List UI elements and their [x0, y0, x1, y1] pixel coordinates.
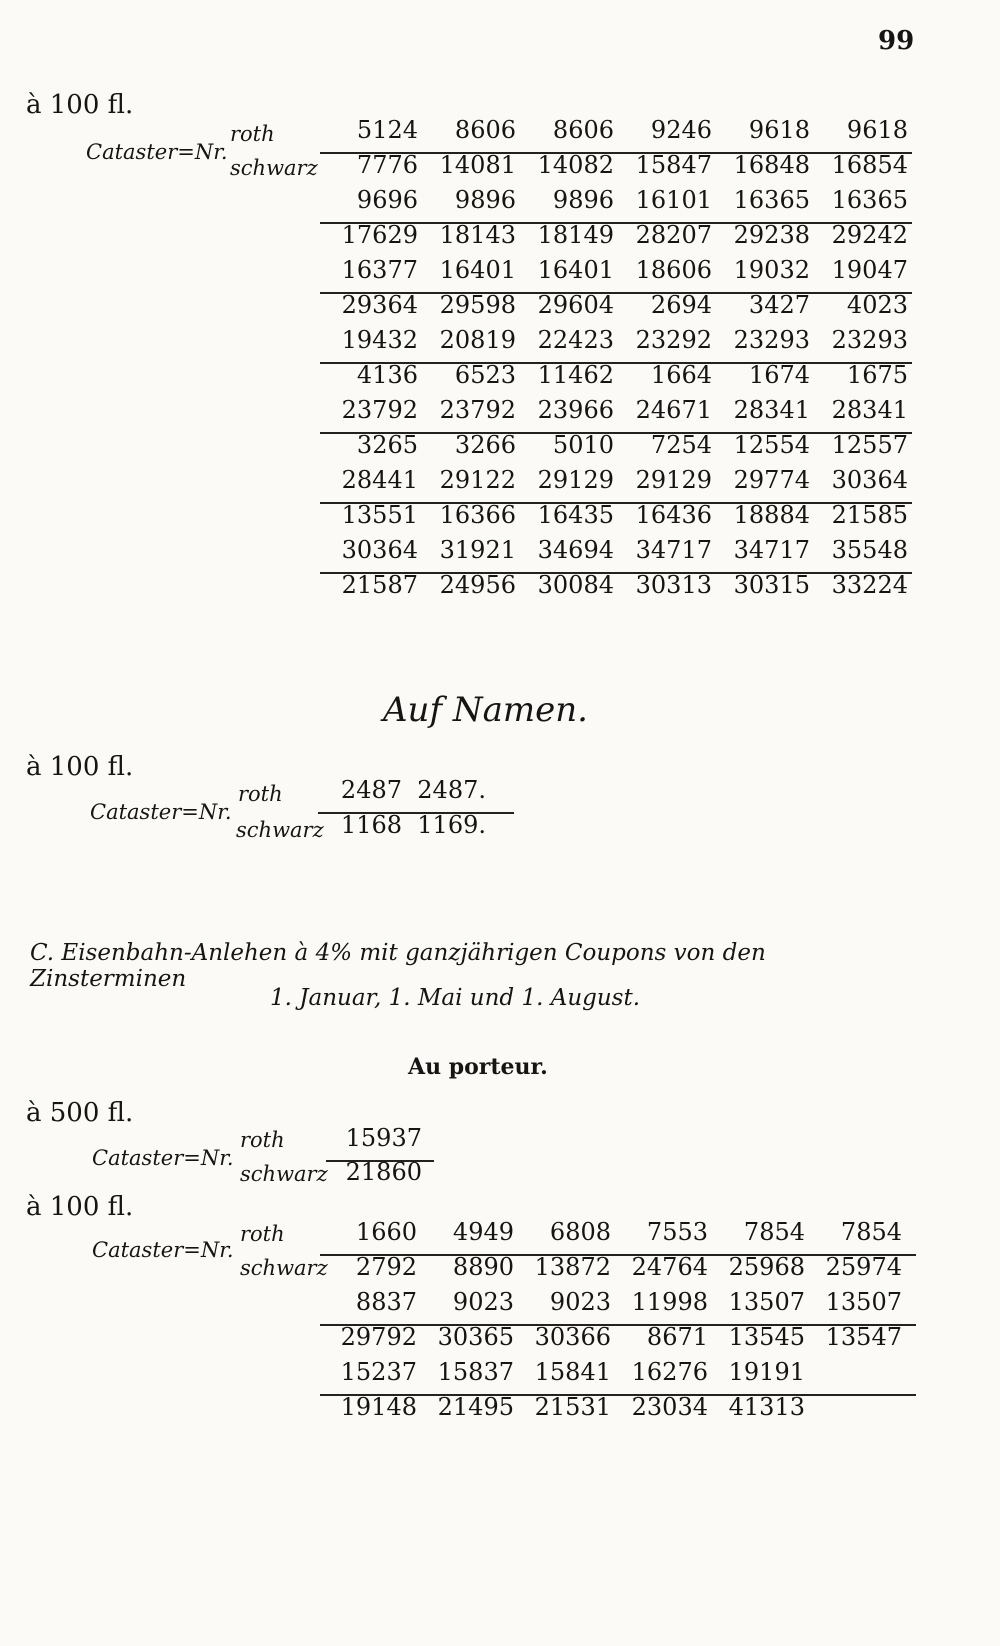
au-porteur-subheading: Au porteur. [408, 1054, 548, 1080]
table-cell: 2792 [355, 1253, 417, 1281]
table-cell: 11462 [537, 361, 614, 389]
denomination-3: à 500 fl. [26, 1098, 134, 1128]
table-cell: 17629 [341, 221, 418, 249]
table-cell: 9696 [356, 186, 418, 214]
table-cell: 16377 [341, 256, 418, 284]
table-cell: 9896 [552, 186, 614, 214]
table-row [320, 396, 912, 434]
table-cell: 21587 [341, 571, 418, 599]
table-cell: 14081 [439, 151, 516, 179]
table-cell: 16435 [537, 501, 614, 529]
table-cell: 16848 [733, 151, 810, 179]
table-cell: 28341 [733, 396, 810, 424]
table-cell: 19032 [733, 256, 810, 284]
table-cell: 18149 [537, 221, 614, 249]
table-cell [805, 1393, 902, 1429]
table-cell: 15841 [534, 1358, 611, 1386]
table-cell: 21860 [345, 1158, 422, 1186]
table-cell: 29238 [733, 221, 810, 249]
schwarz-label-2: schwarz [236, 818, 324, 842]
table-cell: 1168 [340, 811, 402, 839]
table-row [320, 361, 912, 397]
table-cell: 30313 [635, 571, 712, 599]
table-row [320, 1393, 916, 1429]
table-cell: 15937 [345, 1124, 422, 1152]
table-cell: 29242 [831, 221, 908, 249]
table-cell: 7854 [743, 1218, 805, 1246]
table-cell: 13547 [825, 1323, 902, 1351]
table-cell: 7254 [650, 431, 712, 459]
table-cell: 16365 [831, 186, 908, 214]
table-cell: 12554 [733, 431, 810, 459]
table-cell: 19191 [728, 1358, 805, 1386]
table-cell: 30364 [341, 536, 418, 564]
table-row [318, 811, 514, 847]
table-cell: 16101 [635, 186, 712, 214]
table-cell: 13507 [728, 1288, 805, 1316]
table-cell: 34717 [635, 536, 712, 564]
table-cell: 4136 [356, 361, 418, 389]
table-cell: 9023 [549, 1288, 611, 1316]
table-cell: 1674 [748, 361, 810, 389]
table-cell: 29792 [340, 1323, 417, 1351]
table-cell: 8606 [454, 116, 516, 144]
table-cell: 6523 [454, 361, 516, 389]
table-cell: 21531 [534, 1393, 611, 1421]
table-cell: 31921 [439, 536, 516, 564]
table-cell: 23292 [635, 326, 712, 354]
table-cell: 16854 [831, 151, 908, 179]
table-cell: 8837 [355, 1288, 417, 1316]
table-cell: 15847 [635, 151, 712, 179]
cataster-label-4: Cataster=Nr. [92, 1238, 234, 1262]
table-cell: 16401 [439, 256, 516, 284]
table-cell: 5124 [356, 116, 418, 144]
table-cell [805, 1358, 902, 1394]
table-cell: 8671 [646, 1323, 708, 1351]
table-cell: 22423 [537, 326, 614, 354]
table-cell: 13872 [534, 1253, 611, 1281]
denomination-1: à 100 fl. [26, 90, 134, 120]
table-cell: 1664 [650, 361, 712, 389]
table-row [320, 256, 912, 294]
table-cell: 3266 [454, 431, 516, 459]
table-cell: 16401 [537, 256, 614, 284]
table-cell: 16365 [733, 186, 810, 214]
table-cell: 8606 [552, 116, 614, 144]
table-cell: 29774 [733, 466, 810, 494]
table-cell: 7854 [840, 1218, 902, 1246]
table-cell: 1169. [417, 811, 486, 839]
table-cell: 29129 [537, 466, 614, 494]
table-cell: 21495 [437, 1393, 514, 1421]
table-cell: 2694 [650, 291, 712, 319]
table-row [326, 1124, 434, 1162]
table-cell: 24764 [631, 1253, 708, 1281]
table-cell: 9246 [650, 116, 712, 144]
table-row [320, 501, 912, 537]
table-cell: 6808 [549, 1218, 611, 1246]
table-cell: 1675 [846, 361, 908, 389]
table-row [326, 1158, 434, 1194]
table-row [320, 326, 912, 364]
table-cell: 7776 [356, 151, 418, 179]
table-cell: 20819 [439, 326, 516, 354]
section-c-dates: 1. Januar, 1. Mai und 1. August. [270, 985, 641, 1011]
table-cell: 29122 [439, 466, 516, 494]
table-cell: 30315 [733, 571, 810, 599]
table-row [320, 1358, 916, 1396]
table-row [320, 1323, 916, 1359]
table-cell: 15837 [437, 1358, 514, 1386]
table-cell: 25974 [825, 1253, 902, 1281]
table-cell: 16366 [439, 501, 516, 529]
table-cell: 23034 [631, 1393, 708, 1421]
cataster-label-3: Cataster=Nr. [92, 1146, 234, 1170]
table-row [320, 1218, 916, 1256]
table-cell: 18143 [439, 221, 516, 249]
table-cell: 30084 [537, 571, 614, 599]
table-cell: 41313 [728, 1393, 805, 1421]
table-row [320, 1253, 916, 1289]
table-cell: 35548 [831, 536, 908, 564]
table-cell: 8890 [452, 1253, 514, 1281]
table-cell: 28341 [831, 396, 908, 424]
table-cell: 21585 [831, 501, 908, 529]
table-cell: 2487 [340, 776, 402, 804]
denomination-4: à 100 fl. [26, 1192, 134, 1222]
table-cell: 15237 [340, 1358, 417, 1386]
table-cell: 16436 [635, 501, 712, 529]
table-row [320, 291, 912, 327]
table-cell: 12557 [831, 431, 908, 459]
table-row [320, 1288, 916, 1326]
table-cell: 9618 [846, 116, 908, 144]
table-row [320, 221, 912, 257]
roth-label-1: roth [230, 122, 275, 146]
table-cell: 4023 [846, 291, 908, 319]
table-cell: 34717 [733, 536, 810, 564]
table-cell: 18884 [733, 501, 810, 529]
table-cell: 19432 [341, 326, 418, 354]
table-cell: 30364 [831, 466, 908, 494]
table-row [320, 151, 912, 187]
schwarz-label-3: schwarz [240, 1162, 328, 1186]
table-cell: 13545 [728, 1323, 805, 1351]
table-row [320, 571, 912, 607]
table-cell: 29364 [341, 291, 418, 319]
table-cell: 13551 [341, 501, 418, 529]
schwarz-label-1: schwarz [230, 156, 318, 180]
table-cell: 23792 [341, 396, 418, 424]
table-cell: 34694 [537, 536, 614, 564]
table-row [320, 116, 912, 154]
table-cell: 16276 [631, 1358, 708, 1386]
table-cell: 2487. [417, 776, 486, 804]
roth-label-2: roth [238, 782, 283, 806]
cataster-label-1: Cataster=Nr. [86, 140, 228, 164]
table-cell: 23966 [537, 396, 614, 424]
table-row [320, 536, 912, 574]
table-row [318, 776, 514, 814]
table-cell: 13507 [825, 1288, 902, 1316]
table-cell: 30366 [534, 1323, 611, 1351]
table-cell: 30365 [437, 1323, 514, 1351]
table-cell: 23293 [831, 326, 908, 354]
table-cell: 19148 [340, 1393, 417, 1421]
page-number: 99 [878, 26, 915, 56]
table-cell: 18606 [635, 256, 712, 284]
table-cell: 24671 [635, 396, 712, 424]
table-cell: 28441 [341, 466, 418, 494]
table-cell: 24956 [439, 571, 516, 599]
table-cell: 19047 [831, 256, 908, 284]
section-c-title: C. Eisenbahn-Anlehen à 4% mit ganzjährigen Coupons von den Zinsterminen [30, 940, 766, 992]
table-cell: 25968 [728, 1253, 805, 1281]
table-row [320, 431, 912, 467]
roth-label-4: roth [240, 1222, 285, 1246]
table-cell: 29598 [439, 291, 516, 319]
table-cell: 3427 [748, 291, 810, 319]
table-cell: 9896 [454, 186, 516, 214]
table-cell: 28207 [635, 221, 712, 249]
roth-label-3: roth [240, 1128, 285, 1152]
table-cell: 5010 [552, 431, 614, 459]
table-cell: 9023 [452, 1288, 514, 1316]
cataster-label-2: Cataster=Nr. [90, 800, 232, 824]
table-cell: 23792 [439, 396, 516, 424]
table-cell: 29129 [635, 466, 712, 494]
table-cell: 11998 [631, 1288, 708, 1316]
table-cell: 23293 [733, 326, 810, 354]
heading-auf-namen: Auf Namen. [383, 690, 588, 730]
table-cell: 7553 [646, 1218, 708, 1246]
table-cell: 9618 [748, 116, 810, 144]
table-cell: 29604 [537, 291, 614, 319]
table-cell: 33224 [831, 571, 908, 599]
denomination-2: à 100 fl. [26, 752, 134, 782]
table-cell: 1660 [355, 1218, 417, 1246]
table-row [320, 466, 912, 504]
schwarz-label-4: schwarz [240, 1256, 328, 1280]
table-cell: 4949 [452, 1218, 514, 1246]
table-cell: 14082 [537, 151, 614, 179]
table-row [320, 186, 912, 224]
table-cell: 3265 [356, 431, 418, 459]
